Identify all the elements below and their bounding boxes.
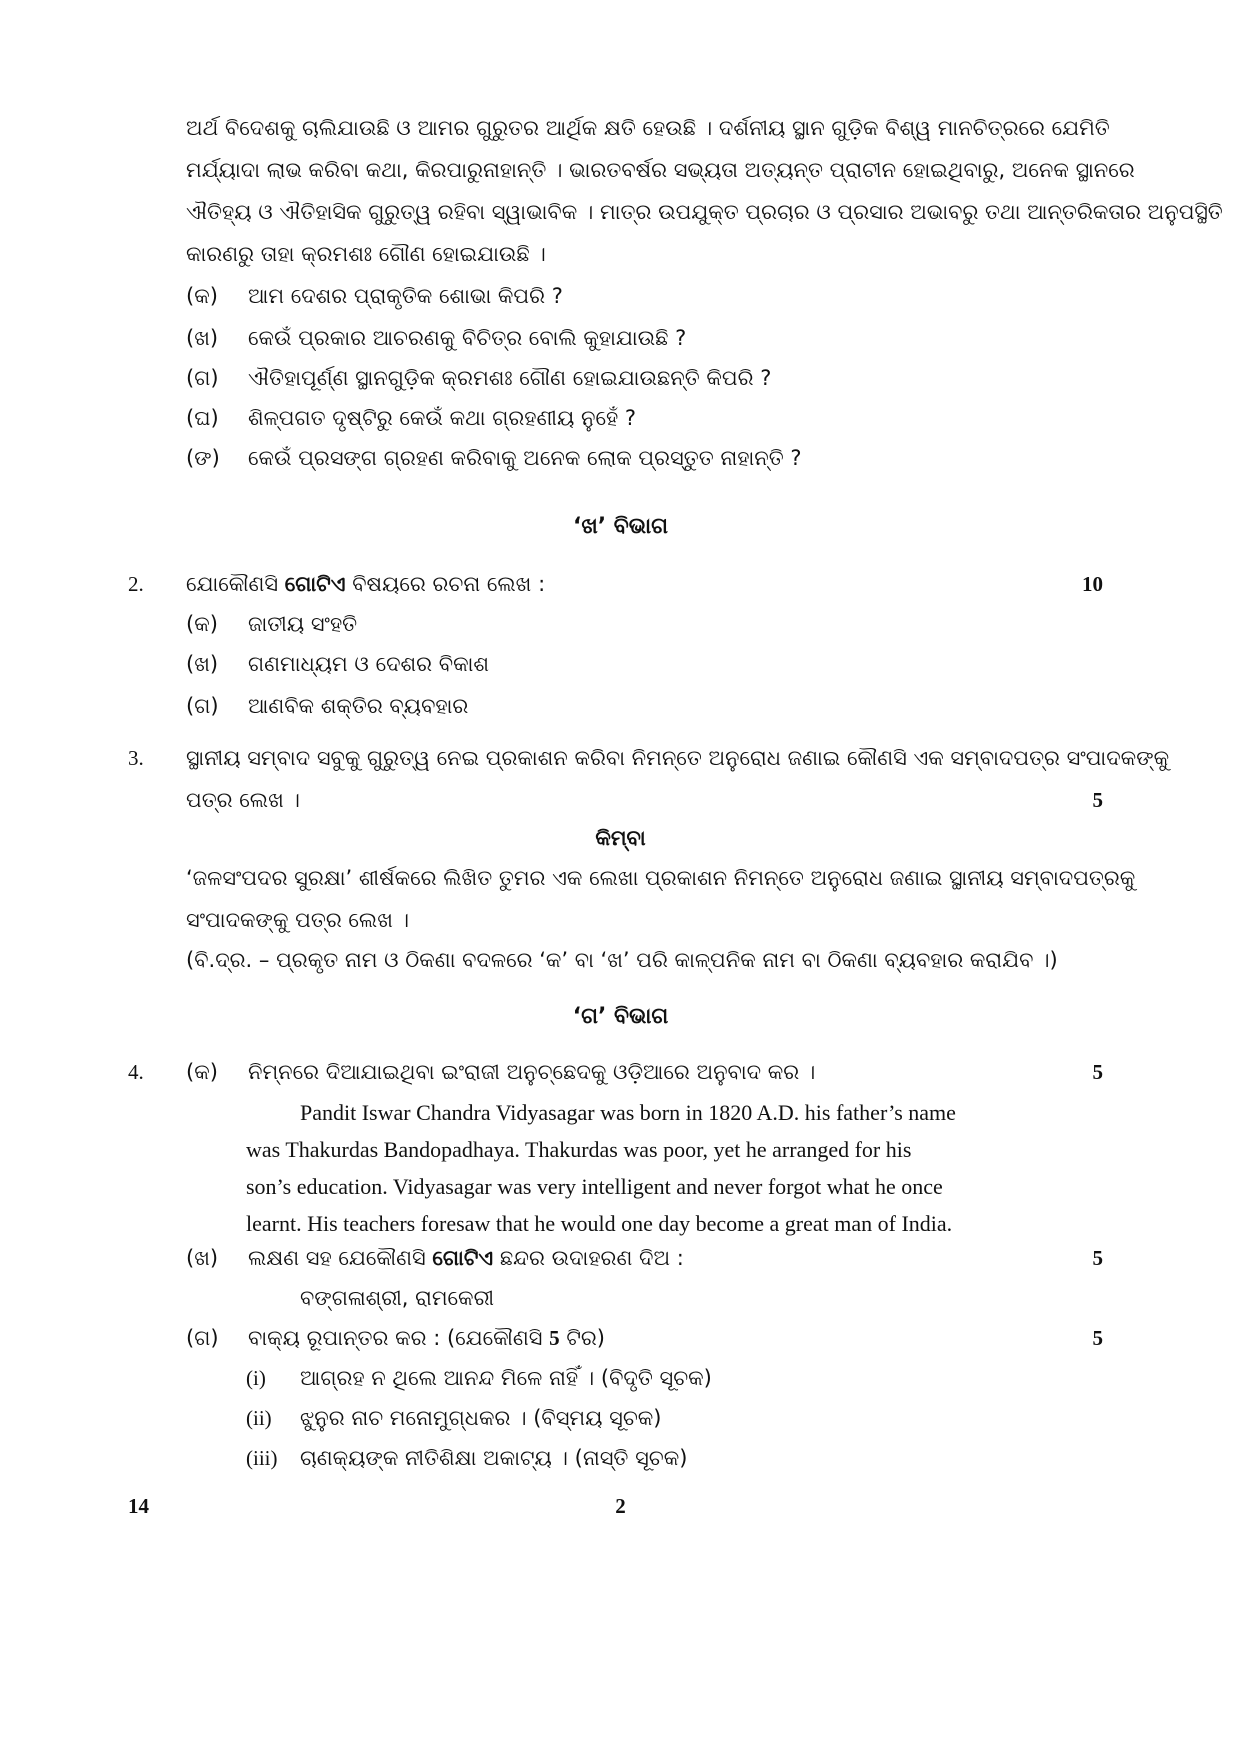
sub-item-text: ଚାଣକ୍ୟଙ୍କ ନୀତିଶିକ୍ଷା ଅକାଟ୍ୟ । (ନାସ୍ତି ସୂଚକ) [300,1446,688,1470]
question-text: ଐତିହାପୂର୍ଣ୍ଣ ସ୍ଥାନଗୁଡ଼ିକ କ୍ରମଶଃ ଗୌଣ ହୋଇଯାଉଛନ୍ତି କିପରି ? [248,366,772,390]
option-label: (ଖ) [186,1246,219,1270]
marks: 10 [1082,572,1103,596]
passage-line: ଅର୍ଥ ବିଦେଶକୁ ଚାଲିଯାଉଛି ଓ ଆମର ଗୁରୁତର ଆର୍ଥିକ କ୍ଷତି ହେଉଛି । ଦର୍ଶନୀୟ ସ୍ଥାନ ଗୁଡ଼ିକ ବିଶ୍ୱ ମାନଚିତ୍ରରେ ଯେମିତି [186,116,1110,140]
passage-line: ମର୍ଯ୍ୟାଦା ଲାଭ କରିବା କଥା, କିରପାରୁନାହାନ୍ତି । ଭାରତବର୍ଷର ସଭ୍ୟତା ଅତ୍ୟନ୍ତ ପ୍ରାଚୀନ ହୋଇଥିବାରୁ, ଅନେକ ସ୍ଥାନରେ [186,158,1135,182]
question-number: 4. [128,1060,144,1084]
question-label: (କ) [186,284,218,308]
question-text-part: ବାକ୍ୟ ରୂପାନ୍ତର କର : (ଯେକୌଣସି [248,1326,550,1350]
question-text-part: ଯୋକୌଣସି [186,572,285,596]
option-text: ଜାତୀୟ ସଂହତି [248,612,358,636]
question-text [248,1246,684,1271]
sub-item-label: (i) [246,1366,266,1390]
sub-item-label: (ii) [246,1406,272,1430]
question-text [248,1326,605,1351]
question-text: ଶିଳ୍ପଗତ ଦୃଷ୍ଟିରୁ କେଉଁ କଥା ଗ୍ରହଣୀୟ ନୁହେଁ ? [248,406,637,430]
paper-code: 14 [128,1494,149,1518]
question-text-part: ଟିର) [559,1326,605,1350]
marks: 5 [1092,1060,1103,1084]
or-label: କିମ୍ବା [595,826,646,850]
option-text: ଆଣବିକ ଶକ୍ତିର ବ୍ୟବହାର [248,694,469,718]
question-text: କେଉଁ ପ୍ରସଙ୍ଗ ଗ୍ରହଣ କରିବାକୁ ଅନେକ ଲୋକ ପ୍ରସ୍ତୁତ ନାହାନ୍ତି ? [248,446,802,470]
question-text: ଆମ ଦେଶର ପ୍ରାକୃତିକ ଶୋଭା କିପରି ? [248,284,563,308]
question-text-part: ବିଷୟରେ ରଚନା ଲେଖ : [345,572,546,596]
question-text: ପତ୍ର ଲେଖ । [186,788,300,812]
passage-line: କାରଣରୁ ତାହା କ୍ରମଶଃ ଗୌଣ ହୋଇଯାଉଛି । [186,242,546,266]
question-text: ‘ଜଳସଂପଦର ସୁରକ୍ଷା’ ଶୀର୍ଷକରେ ଲିଖିତ ତୁମର ଏକ ଲେଖା ପ୍ରକାଶନ ନିମନ୍ତେ ଅନୁରୋଧ ଜଣାଇ ସ୍ଥାନୀୟ ସମ୍ବାଦପତ୍ରକୁ [186,866,1136,890]
question-text: କେଉଁ ପ୍ରକାର ଆଚରଣକୁ ବିଚିତ୍ର ବୋଲି କୁହାଯାଉଛି ? [248,326,687,350]
marks: 5 [1092,788,1103,812]
option-label: (କ) [186,612,218,636]
note: (ବି.ଦ୍ର. – ପ୍ରକୃତ ନାମ ଓ ଠିକଣା ବଦଳରେ ‘କ’ ବା ‘ଖ’ ପରି କାଳ୍ପନିକ ନାମ ବା ଠିକଣା ବ୍ୟବହାର କରାଯିବ ।) [186,948,1058,972]
question-text-emphasis: ଗୋଟିଏ [432,1246,494,1270]
section-heading: ‘ଗ’ ବିଭାଗ [572,1004,669,1029]
sub-item-label: (iii) [246,1446,278,1470]
question-label: (ଗ) [186,366,219,390]
english-passage-line: was Thakurdas Bandopadhaya. Thakurdas was poor, yet he arranged for his [246,1137,912,1162]
question-text: ସଂପାଦକଙ୍କୁ ପତ୍ର ଲେଖ । [186,908,410,932]
question-text-part: ଲକ୍ଷଣ ସହ ଯେକୌଣସି [248,1246,433,1270]
question-label: (ଘ) [186,406,219,430]
question-label: (ଙ) [186,446,220,470]
marks: 5 [1092,1246,1103,1270]
passage-line: ଐତିହ୍ୟ ଓ ଐତିହାସିକ ଗୁରୁତ୍ୱ ରହିବା ସ୍ୱାଭାବିକ । ମାତ୍ର ଉପଯୁକ୍ତ ପ୍ରଚାର ଓ ପ୍ରସାର ଅଭାବରୁ ତଥା ଆନ୍ତରିକତାର ଅନୁପସ୍ଥିତି [186,200,1223,224]
english-passage-line: son’s education. Vidyasagar was very intelligent and never forgot what he once [246,1174,943,1199]
sub-item-text: ଆଗ୍ରହ ନ ଥିଲେ ଆନନ୍ଦ ମିଳେ ନାହିଁ । (ବିଦୃତି ସୂଚକ) [300,1366,712,1390]
sub-item-text: ଝୁନୁର ନାଚ ମନୋମୁଗ୍ଧକର । (ବିସ୍ମୟ ସୂଚକ) [300,1406,662,1430]
question-text-emphasis: 5 [549,1326,560,1350]
english-passage-line: Pandit Iswar Chandra Vidyasagar was born in 1820 A.D. his father’s name [300,1100,956,1125]
page-number: 2 [615,1494,626,1518]
option-label: (ଗ) [186,694,219,718]
question-label: (ଖ) [186,326,219,350]
option-label: (କ) [186,1060,218,1084]
question-number: 3. [128,746,144,770]
option-text: ଗଣମାଧ୍ୟମ ଓ ଦେଶର ବିକାଶ [248,652,490,676]
question-text-emphasis: ଗୋଟିଏ [284,572,346,596]
option-label: (ଗ) [186,1326,219,1350]
question-text [186,572,545,597]
english-passage-line: learnt. His teachers foresaw that he would one day become a great man of India. [246,1211,953,1236]
question-number: 2. [128,572,144,596]
marks: 5 [1092,1326,1103,1350]
section-heading: ‘ଖ’ ବିଭାଗ [572,514,669,539]
question-text: ସ୍ଥାନୀୟ ସମ୍ବାଦ ସବୁକୁ ଗୁରୁତ୍ୱ ନେଇ ପ୍ରକାଶନ କରିବା ନିମନ୍ତେ ଅନୁରୋଧ ଜଣାଇ କୌଣସି ଏକ ସମ୍ବାଦପତ୍ର ସଂପାଦକଙ୍କୁ [186,746,1170,770]
question-text: ନିମ୍ନରେ ଦିଆଯାଇଥିବା ଇଂରାଜୀ ଅନୁଚ୍ଛେଦକୁ ଓଡ଼ିଆରେ ଅନୁବାଦ କର । [248,1060,816,1084]
option-label: (ଖ) [186,652,219,676]
question-text-part: ଛନ୍ଦର ଉଦାହରଣ ଦିଅ : [493,1246,684,1270]
chhanda-options: ବଙ୍ଗଳାଶ୍ରୀ, ରାମକେରୀ [300,1286,495,1310]
